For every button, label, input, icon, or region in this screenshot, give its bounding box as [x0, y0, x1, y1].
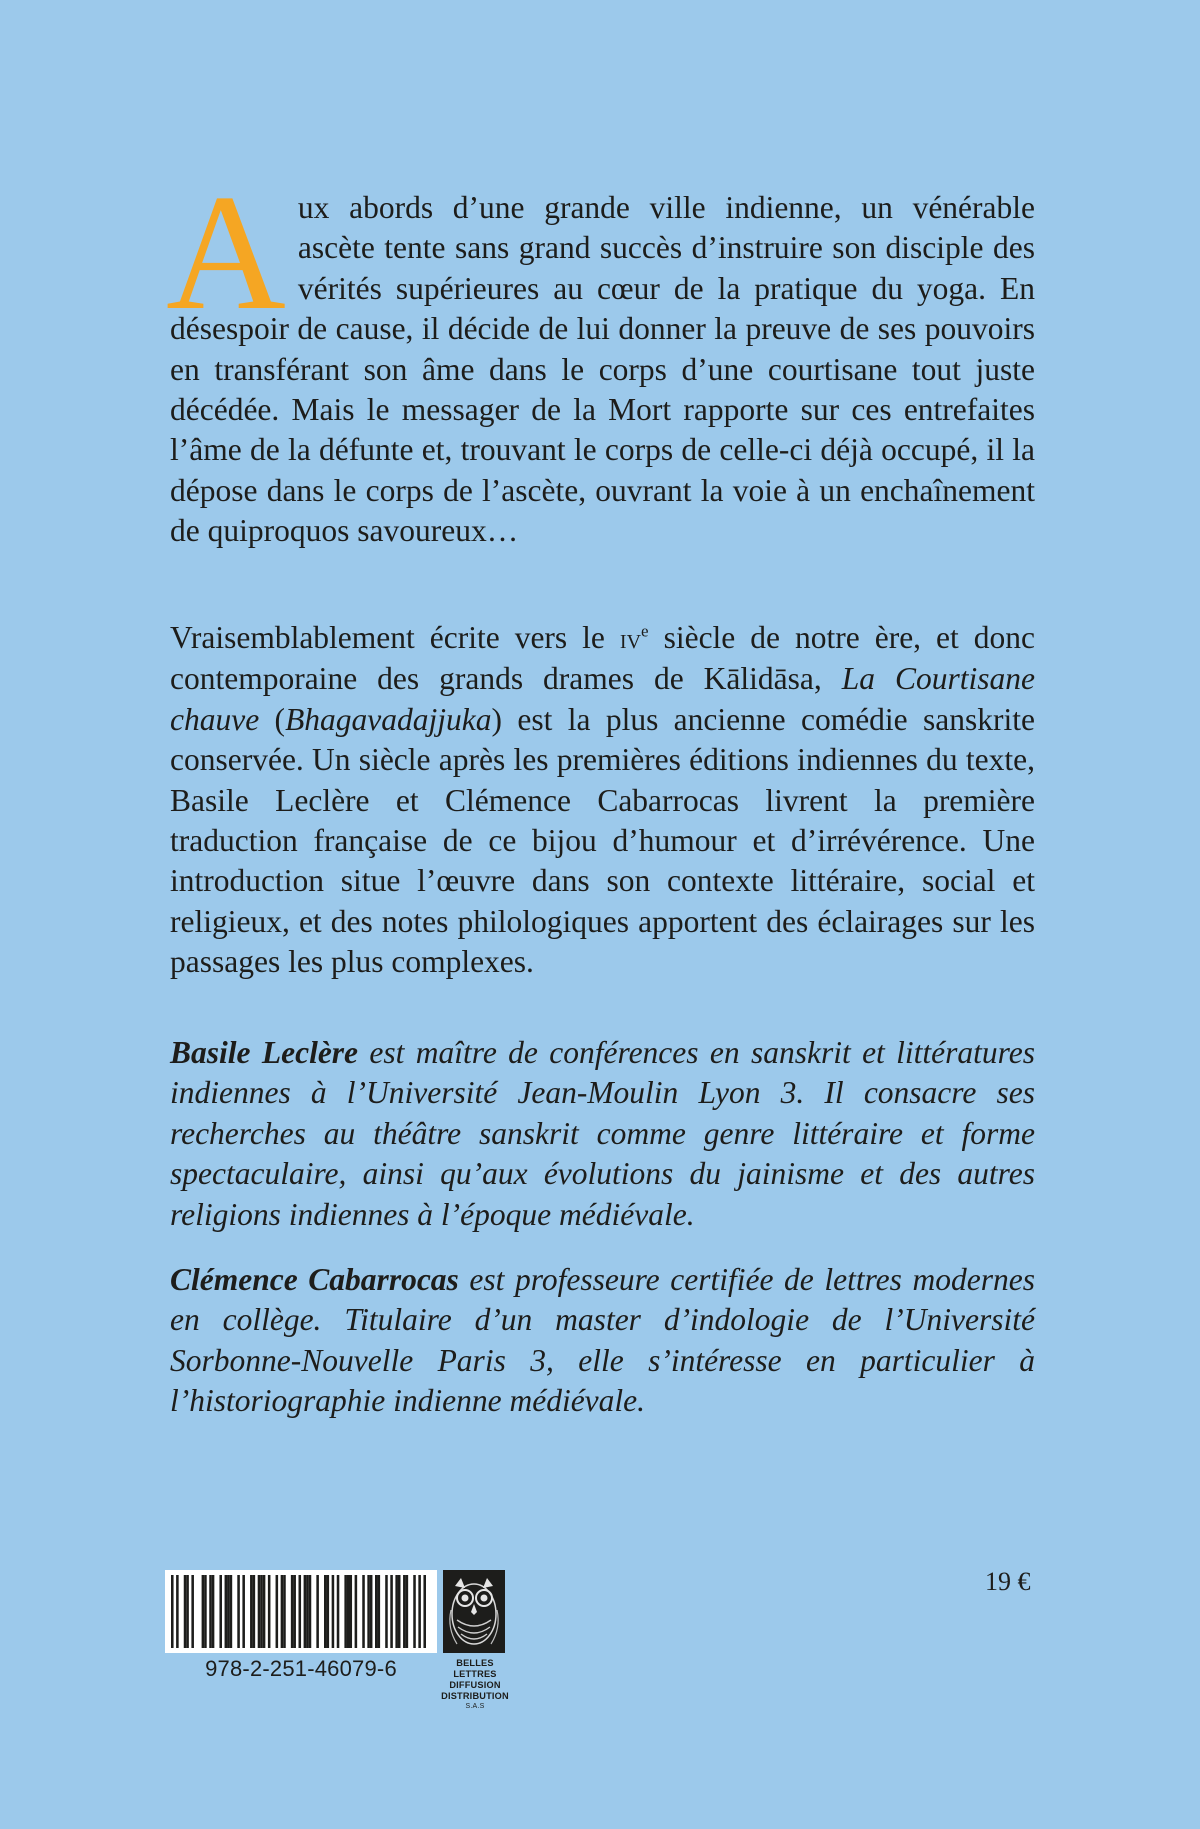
- blurb-p2-part-c: (: [259, 701, 286, 737]
- barcode: [165, 1570, 437, 1653]
- barcode-bar: [186, 1575, 189, 1648]
- barcode-bar: [263, 1575, 266, 1648]
- author-bio-text-1: est maître de conférences en sanskrit et littératures indiennes à l’Université Jean-Moulin Lyon 3. Il consacre ses recherches au théâtre sanskrit comme genre littéraire et forme spectaculaire, ainsi qu’aux évolutions du jainisme et des autres religions indiennes à l’époque médiévale.: [170, 1035, 1035, 1232]
- barcode-bar: [355, 1575, 358, 1648]
- barcode-bar: [268, 1575, 271, 1648]
- barcode-bar: [237, 1575, 240, 1648]
- barcode-bar: [370, 1575, 373, 1648]
- author-bio-text-2: est professeure certifiée de lettres modernes en collège. Titulaire d’un master d’indologie de l’Université Sorbonne-Nouvelle Paris 3, elle s’intéresse en particulier à l’historiographie indienne médiévale.: [170, 1262, 1035, 1419]
- barcode-bar: [375, 1575, 378, 1648]
- barcode-bar: [324, 1575, 327, 1648]
- barcode-bar: [327, 1575, 330, 1648]
- barcode-bar: [309, 1575, 312, 1648]
- barcode-icon: [165, 1570, 437, 1653]
- barcode-bar: [418, 1575, 421, 1648]
- barcode-bar: [291, 1575, 294, 1648]
- owl-logo-graphic: [443, 1570, 505, 1653]
- barcode-bar: [219, 1575, 222, 1648]
- barcode-bar: [385, 1575, 388, 1648]
- barcode-bar: [209, 1575, 212, 1648]
- blurb-p2-part-d: ) est la plus ancienne comédie sanskrite conservée. Un siècle après les premières éditions indiennes du texte, Basile Leclère et Clémence Cabarrocas livrent la première traduction française de ce bijou d’humour et d’irrévérence. Une introduction situe l’œuvre dans son contexte littéraire, social et religieux, et des notes philologiques apportent des éclairages sur les passages les plus complexes.: [170, 701, 1035, 980]
- barcode-bar: [176, 1575, 179, 1648]
- barcode-bar: [406, 1575, 409, 1648]
- barcode-bar: [316, 1575, 319, 1648]
- barcode-bar: [250, 1575, 253, 1648]
- barcode-bar: [390, 1575, 393, 1648]
- barcode-bar: [367, 1575, 370, 1648]
- publisher-line-4: S.A.S: [465, 1703, 485, 1710]
- book-title: La Courtisane chauve: [170, 661, 1036, 737]
- barcode-bar: [395, 1575, 398, 1648]
- barcode-bar: [350, 1575, 353, 1648]
- barcode-bar: [191, 1575, 194, 1648]
- barcode-bar: [204, 1575, 207, 1648]
- price: 19 €: [985, 1567, 1031, 1596]
- blurb-paragraph-1-text: ux abords d’une grande ville indienne, un vénérable ascète tente sans grand succès d’instruire son disciple des vérités supérieures au cœur de la pratique du yoga. En désespoir de cause, il décide de lui donner la preuve de ses pouvoirs en transférant son âme dans le corps d’une courtisane tout juste décédée. Mais le messager de la Mort rapporte sur ces entrefaites l’âme de la défunte et, trouvant le corps de celle-ci déjà occupé, il la dépose dans le corps de l’ascète, ouvrant la voie à un enchaînement de quiproquos savoureux…: [170, 190, 1035, 549]
- barcode-bar: [260, 1575, 263, 1648]
- barcode-bar: [202, 1575, 205, 1648]
- barcode-bar: [423, 1575, 426, 1648]
- blurb-paragraph-1: [166, 160, 1035, 552]
- barcode-bar: [347, 1575, 350, 1648]
- blurb-paragraph-2: [170, 618, 1035, 983]
- blurb-p2-part-b: siècle de notre ère, et donc contemporaine des grands drames de Kālidāsa,: [170, 620, 1036, 697]
- barcode-bar: [230, 1575, 233, 1648]
- barcode-bar: [304, 1575, 307, 1648]
- barcode-bar: [227, 1575, 230, 1648]
- barcode-bar: [337, 1575, 340, 1648]
- barcode-bar: [362, 1575, 365, 1648]
- barcode-bar: [344, 1575, 347, 1648]
- author-name-2: Clémence Cabarrocas: [170, 1262, 459, 1297]
- publisher-name: [439, 1658, 511, 1711]
- owl-icon: [443, 1570, 505, 1653]
- publisher-line-3: DISTRIBUTION: [441, 1691, 509, 1701]
- drop-cap: A: [166, 160, 286, 344]
- publisher-line-2: DIFFUSION: [449, 1680, 501, 1690]
- barcode-bar: [299, 1575, 302, 1648]
- century-numeral: iv: [619, 623, 642, 655]
- barcode-bar: [276, 1575, 279, 1648]
- barcode-bar: [283, 1575, 286, 1648]
- barcode-bar: [306, 1575, 309, 1648]
- barcode-bar: [378, 1575, 381, 1648]
- barcode-bar: [398, 1575, 401, 1648]
- century-superscript: e: [641, 621, 649, 641]
- barcode-bar: [258, 1575, 261, 1648]
- barcode-bar: [293, 1575, 296, 1648]
- author-bio-1: [170, 1033, 1035, 1235]
- barcode-bar: [332, 1575, 335, 1648]
- barcode-bar: [225, 1575, 228, 1648]
- publisher-line-1: BELLES LETTRES: [453, 1658, 497, 1679]
- author-name-1: Basile Leclère: [170, 1035, 359, 1070]
- barcode-bar: [242, 1575, 245, 1648]
- isbn-number: 978-2-251-46079-6: [205, 1656, 397, 1681]
- barcode-bar: [184, 1575, 187, 1648]
- barcode-area: [165, 1570, 515, 1710]
- barcode-bar: [171, 1575, 174, 1648]
- author-bio-2: [170, 1260, 1035, 1422]
- barcode-bar: [253, 1575, 256, 1648]
- barcode-bar: [403, 1575, 406, 1648]
- barcode-bar: [281, 1575, 284, 1648]
- sanskrit-title: Bhagavadajjuka: [285, 701, 492, 737]
- barcode-bar: [413, 1575, 416, 1648]
- barcode-bar: [212, 1575, 215, 1648]
- blurb-p2-part-a: Vraisemblablement écrite vers le: [170, 620, 620, 655]
